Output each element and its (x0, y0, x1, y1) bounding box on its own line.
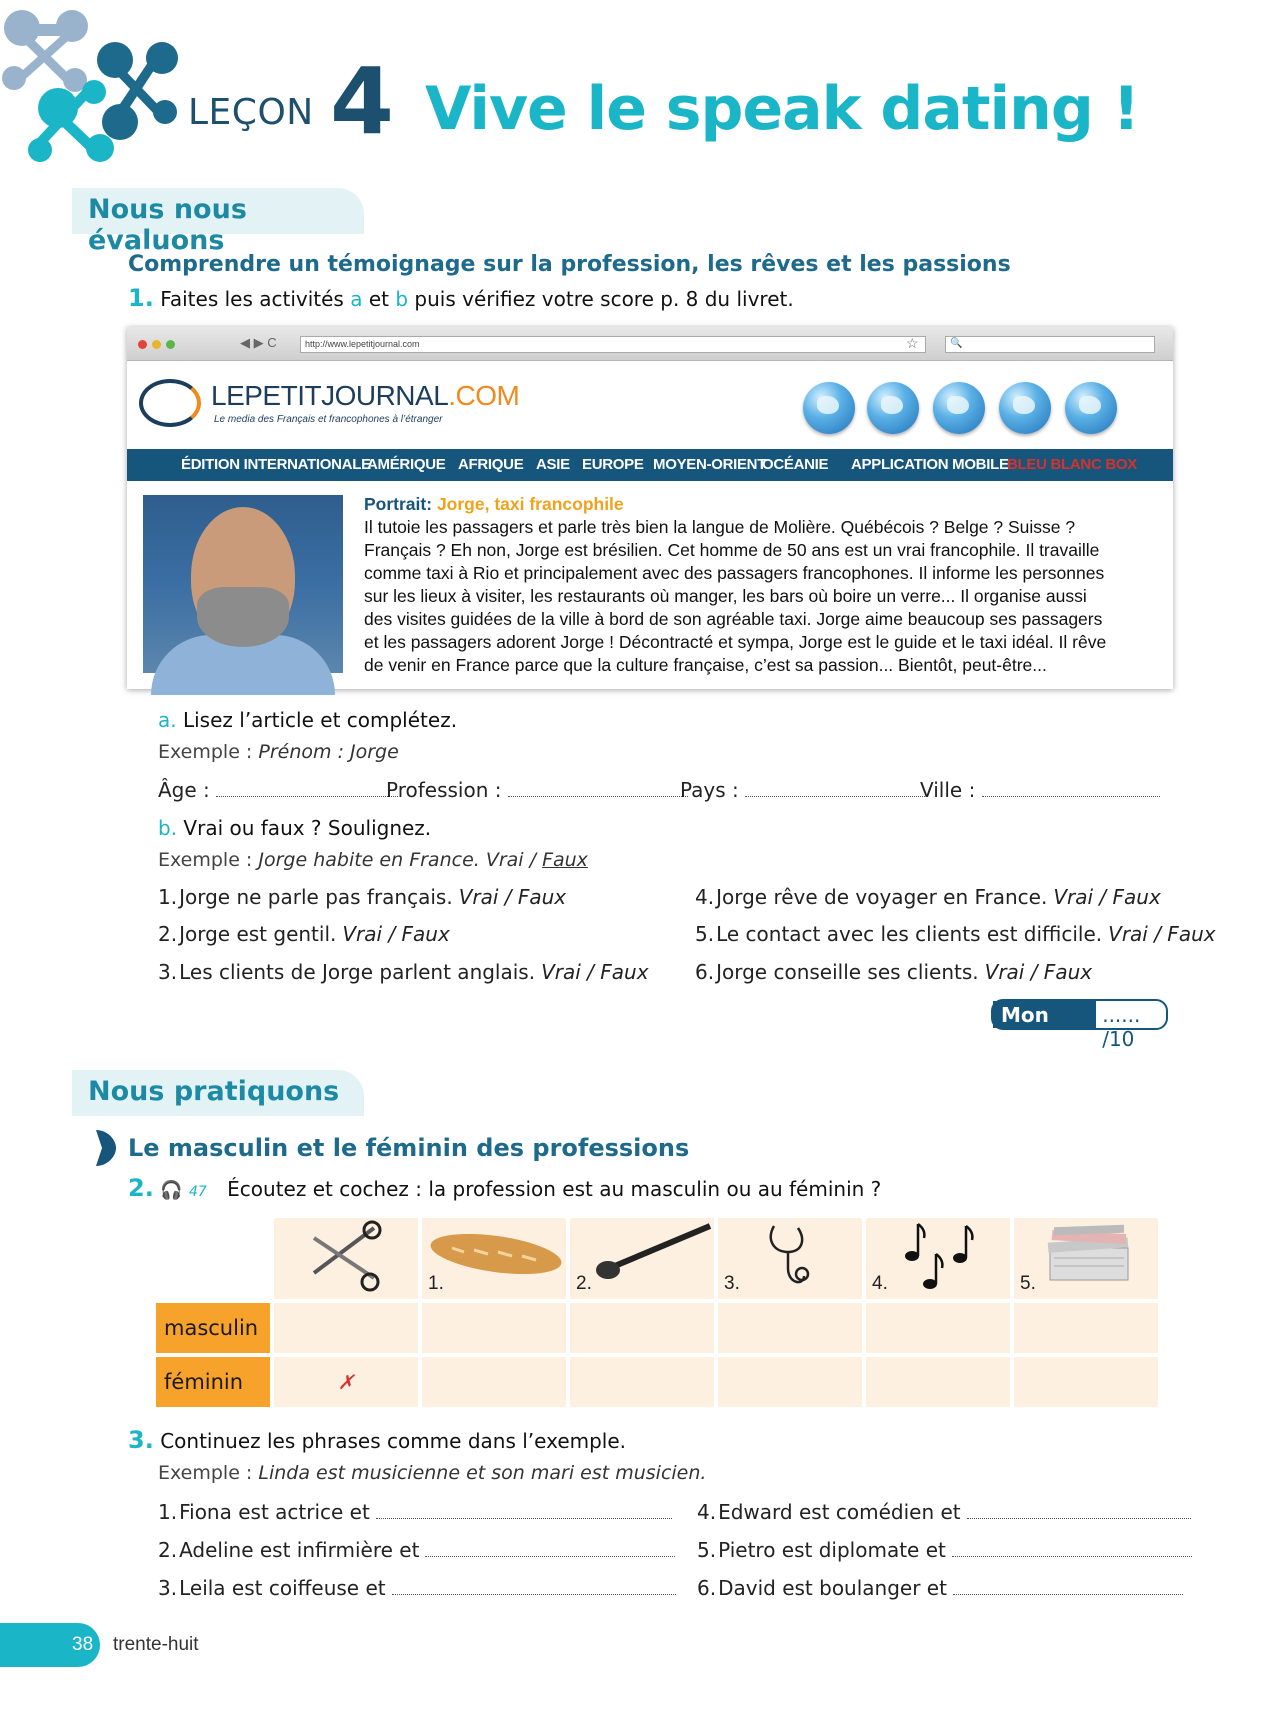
article-line: Il tutoie les passagers et parle très bien la langue de Molière. Québécois ? Belge ? Suisse ? (364, 517, 1076, 537)
chevron-arrow-icon (90, 1126, 122, 1170)
article-line: et les passagers adorent Jorge ! Décontracté et sympa, Jorge est le guide et le taxi idéal. Il rêve (364, 632, 1107, 652)
item-number: 5. (697, 1538, 717, 1562)
globe-icon[interactable] (803, 382, 855, 434)
globe-icon[interactable] (1065, 382, 1117, 434)
example-label: Exemple : (158, 741, 253, 763)
item-text: Jorge est gentil. (179, 922, 337, 946)
image-cell-microphone (570, 1218, 714, 1299)
item-text: Jorge ne parle pas français. (179, 885, 453, 909)
section-tab-evaluons: Nous nous évaluons (72, 188, 364, 234)
article-line: sur les lieux à visiter, les restaurants où manger, les bars où boire un verre... Il organise aussi (364, 586, 1087, 606)
table-row-feminin (156, 1357, 1158, 1407)
score-box (991, 999, 1168, 1051)
gender-table (152, 1214, 1162, 1411)
field-pays (680, 778, 925, 802)
example-text: Linda est musicienne et son mari est musicien. (258, 1462, 707, 1484)
site-logo-icon (139, 379, 201, 427)
item-number: 1. (158, 1500, 178, 1524)
instruction-text-3: puis vérifiez votre score p. 8 du livret. (414, 287, 794, 311)
field-label: Ville : (920, 778, 976, 802)
browser-toolbar (127, 327, 1173, 361)
checkbox-cell[interactable] (1014, 1357, 1158, 1407)
article-text (364, 493, 1154, 677)
audio-track-number[interactable]: 47 (188, 1184, 207, 1200)
site-nav (127, 449, 1173, 481)
field-label: Âge : (158, 778, 210, 802)
nav-item[interactable]: APPLICATION MOBILE (851, 456, 1009, 473)
checkbox-cell[interactable] (866, 1303, 1010, 1353)
activity-a-text: Lisez l’article et complétez. (182, 708, 458, 732)
lecon-logo-molecule (0, 0, 190, 165)
vf-item (158, 922, 450, 946)
item-text: Pietro est diplomate et (718, 1538, 946, 1562)
nav-item[interactable]: OCÉANIE (762, 456, 829, 473)
checkbox-cell[interactable] (422, 1303, 566, 1353)
check-mark: ✗ (337, 1371, 355, 1394)
globe-icon[interactable] (999, 382, 1051, 434)
portrait-label: Portrait: (364, 494, 433, 514)
item-number: 3. (158, 960, 178, 984)
answer-blank[interactable] (952, 1541, 1192, 1557)
exercise-3-instruction (128, 1426, 626, 1454)
item-text: Le contact avec les clients est difficile. (716, 922, 1103, 946)
answer-blank[interactable] (745, 781, 925, 797)
search-input[interactable]: 🔍 (945, 336, 1155, 353)
checkbox-cell[interactable] (422, 1357, 566, 1407)
field-label: Profession : (386, 778, 502, 802)
vrai-faux-choice[interactable]: Vrai / Faux (458, 885, 567, 909)
example-label: Exemple : (158, 1462, 253, 1484)
sentence-item (158, 1500, 672, 1524)
exercise-2-instruction (128, 1174, 881, 1202)
exercise-3-text: Continuez les phrases comme dans l’exemple. (160, 1429, 627, 1453)
answer-blank[interactable] (953, 1579, 1183, 1595)
vf-item (158, 885, 566, 909)
item-number: 2. (158, 922, 178, 946)
table-row-masculin (156, 1303, 1158, 1353)
sentence-item (697, 1538, 1192, 1562)
answer-blank[interactable] (216, 781, 398, 797)
item-number: 3. (158, 1576, 178, 1600)
activity-a-instruction (158, 708, 457, 732)
item-text: Les clients de Jorge parlent anglais. (179, 960, 536, 984)
image-cell-music (866, 1218, 1010, 1299)
column-number: 1. (428, 1273, 444, 1294)
vf-item (158, 960, 649, 984)
section2-subhead: Le masculin et le féminin des professions (128, 1134, 690, 1162)
star-icon[interactable]: ☆ (906, 335, 919, 351)
sentence-item (158, 1538, 675, 1562)
nav-item[interactable]: BLEU BLANC BOX (1007, 456, 1137, 473)
activity-b-letter: b. (158, 816, 178, 840)
minimize-dot-icon[interactable] (152, 340, 161, 349)
globe-icon[interactable] (867, 382, 919, 434)
instruction-text-1: Faites les activités (160, 287, 344, 311)
item-number: 6. (695, 960, 715, 984)
article-title (364, 493, 1154, 516)
item-text: Leila est coiffeuse et (179, 1576, 386, 1600)
table-corner (156, 1218, 270, 1299)
article-body (364, 516, 1154, 677)
globe-icon[interactable] (933, 382, 985, 434)
field-label: Pays : (680, 778, 739, 802)
instruction-a: a (350, 287, 363, 311)
close-dot-icon[interactable] (138, 340, 147, 349)
vf-item (695, 885, 1161, 909)
example-text: Prénom : Jorge (258, 741, 399, 763)
field-age (158, 778, 398, 802)
vrai-faux-choice[interactable]: Vrai / Faux (1108, 922, 1216, 946)
checkbox-cell[interactable] (274, 1357, 418, 1407)
exercise-2-number: 2. (128, 1174, 154, 1202)
item-number: 6. (697, 1576, 717, 1600)
answer-blank[interactable] (376, 1503, 672, 1519)
vrai-faux-choice[interactable]: Vrai / Faux (984, 960, 1093, 984)
site-logo[interactable] (211, 380, 519, 412)
field-ville (920, 778, 1160, 802)
activity-b-text: Vrai ou faux ? Soulignez. (183, 816, 432, 840)
site-logo-com: .COM (448, 380, 520, 411)
instruction-text-2: et (368, 287, 389, 311)
column-number: 3. (724, 1273, 740, 1294)
checkbox-cell[interactable] (718, 1357, 862, 1407)
scissors-icon (274, 1218, 418, 1294)
item-text: Fiona est actrice et (179, 1500, 370, 1524)
instruction-number: 1. (128, 284, 154, 312)
example-label: Exemple : (158, 849, 253, 871)
article-line: des visites guidées de la ville à bord de son agréable taxi. Jorge aime beaucoup ses passagers (364, 609, 1103, 629)
item-number: 5. (695, 922, 715, 946)
portrait-photo (143, 495, 343, 673)
url-bar[interactable]: http://www.lepetitjournal.com (300, 336, 926, 353)
column-number: 5. (1020, 1273, 1036, 1294)
item-number: 2. (158, 1538, 178, 1562)
example-answer: Faux (542, 849, 588, 871)
row-label-feminin: féminin (156, 1357, 270, 1407)
nav-item[interactable]: ÉDITION INTERNATIONALE (181, 456, 371, 473)
field-profession (386, 778, 688, 802)
item-number: 4. (695, 885, 715, 909)
vrai-faux-choice[interactable]: Vrai / Faux (1053, 885, 1161, 909)
headphones-icon[interactable]: 🎧 (160, 1180, 183, 1201)
article-line: comme taxi à Rio et principalement avec des passagers francophones. Il informe les personnes (364, 563, 1105, 583)
article-line: Français ? Eh non, Jorge est brésilien. Cet homme de 50 ans est un vrai francophile. Il travaille (364, 540, 1100, 560)
item-text: Jorge conseille ses clients. (716, 960, 979, 984)
lecon-label: LEÇON (188, 92, 314, 133)
checkbox-cell[interactable] (570, 1357, 714, 1407)
nav-item[interactable]: ASIE (536, 456, 570, 473)
item-text: Edward est comédien et (718, 1500, 961, 1524)
item-number: 4. (697, 1500, 717, 1524)
answer-blank[interactable] (508, 781, 688, 797)
checkbox-cell[interactable] (570, 1303, 714, 1353)
sentence-item (697, 1500, 1191, 1524)
activity-b-example (158, 849, 588, 871)
nav-item[interactable]: EUROPE (582, 456, 644, 473)
answer-blank[interactable] (982, 781, 1160, 797)
score-label: Mon score (993, 1001, 1096, 1028)
row-label-masculin: masculin (156, 1303, 270, 1353)
vf-item (695, 960, 1092, 984)
checkbox-cell[interactable] (274, 1303, 418, 1353)
answer-blank[interactable] (392, 1579, 676, 1595)
example-text: Jorge habite en France. Vrai / (258, 849, 537, 871)
activity-a-example (158, 741, 399, 763)
site-header (127, 362, 1173, 435)
browser-window (127, 327, 1173, 689)
exercise-3-number: 3. (128, 1426, 154, 1454)
activity-b-instruction (158, 816, 431, 840)
site-logo-main: LEPETITJOURNAL (211, 380, 449, 411)
site-tagline: Le media des Français et francophones à l’étranger (214, 414, 443, 425)
image-cell-scissors (274, 1218, 418, 1299)
vrai-faux-choice[interactable]: Vrai / Faux (342, 922, 450, 946)
item-number: 1. (158, 885, 178, 909)
nav-item[interactable]: AFRIQUE (458, 456, 524, 473)
table-header-row (156, 1218, 1158, 1299)
sentence-item (697, 1576, 1183, 1600)
answer-blank[interactable] (425, 1541, 675, 1557)
checkbox-cell[interactable] (1014, 1303, 1158, 1353)
checkbox-cell[interactable] (866, 1357, 1010, 1407)
page-number: 38 (72, 1634, 94, 1655)
section1-subhead: Comprendre un témoignage sur la profession, les rêves et les passions (128, 252, 1011, 277)
nav-item[interactable]: AMÉRIQUE (367, 456, 446, 473)
instruction-1 (128, 284, 794, 312)
answer-blank[interactable] (967, 1503, 1191, 1519)
vrai-faux-choice[interactable]: Vrai / Faux (541, 960, 649, 984)
vf-item (695, 922, 1216, 946)
section-tab-pratiquons: Nous pratiquons (72, 1070, 364, 1116)
exercise-3-example (158, 1462, 706, 1484)
article-line: de venir en France parce que la culture française, c’est sa passion... Bientôt, peut-être... (364, 655, 1047, 675)
image-cell-bread (422, 1218, 566, 1299)
score-value[interactable]: ...... /10 (1102, 1003, 1141, 1051)
sentence-item (158, 1576, 676, 1600)
instruction-b: b (395, 287, 409, 311)
page-title: Vive le speak dating ! (425, 74, 1140, 144)
nav-item[interactable]: MOYEN-ORIENT (653, 456, 767, 473)
lecon-number: 4 (330, 48, 395, 155)
image-cell-stethoscope (718, 1218, 862, 1299)
nav-arrows-icon[interactable]: ◀ ▶ C (240, 335, 277, 350)
maximize-dot-icon[interactable] (166, 340, 175, 349)
page-number-words: trente-huit (113, 1634, 199, 1655)
column-number: 2. (576, 1273, 592, 1294)
checkbox-cell[interactable] (718, 1303, 862, 1353)
item-text: David est boulanger et (718, 1576, 947, 1600)
photo-beard (197, 587, 289, 647)
item-text: Adeline est infirmière et (179, 1538, 420, 1562)
exercise-2-text: Écoutez et cochez : la profession est au masculin ou au féminin ? (227, 1177, 882, 1201)
image-cell-newspapers (1014, 1218, 1158, 1299)
item-text: Jorge rêve de voyager en France. (716, 885, 1048, 909)
column-number: 4. (872, 1273, 888, 1294)
portrait-name: Jorge, taxi francophile (436, 494, 624, 514)
activity-a-letter: a. (158, 708, 177, 732)
